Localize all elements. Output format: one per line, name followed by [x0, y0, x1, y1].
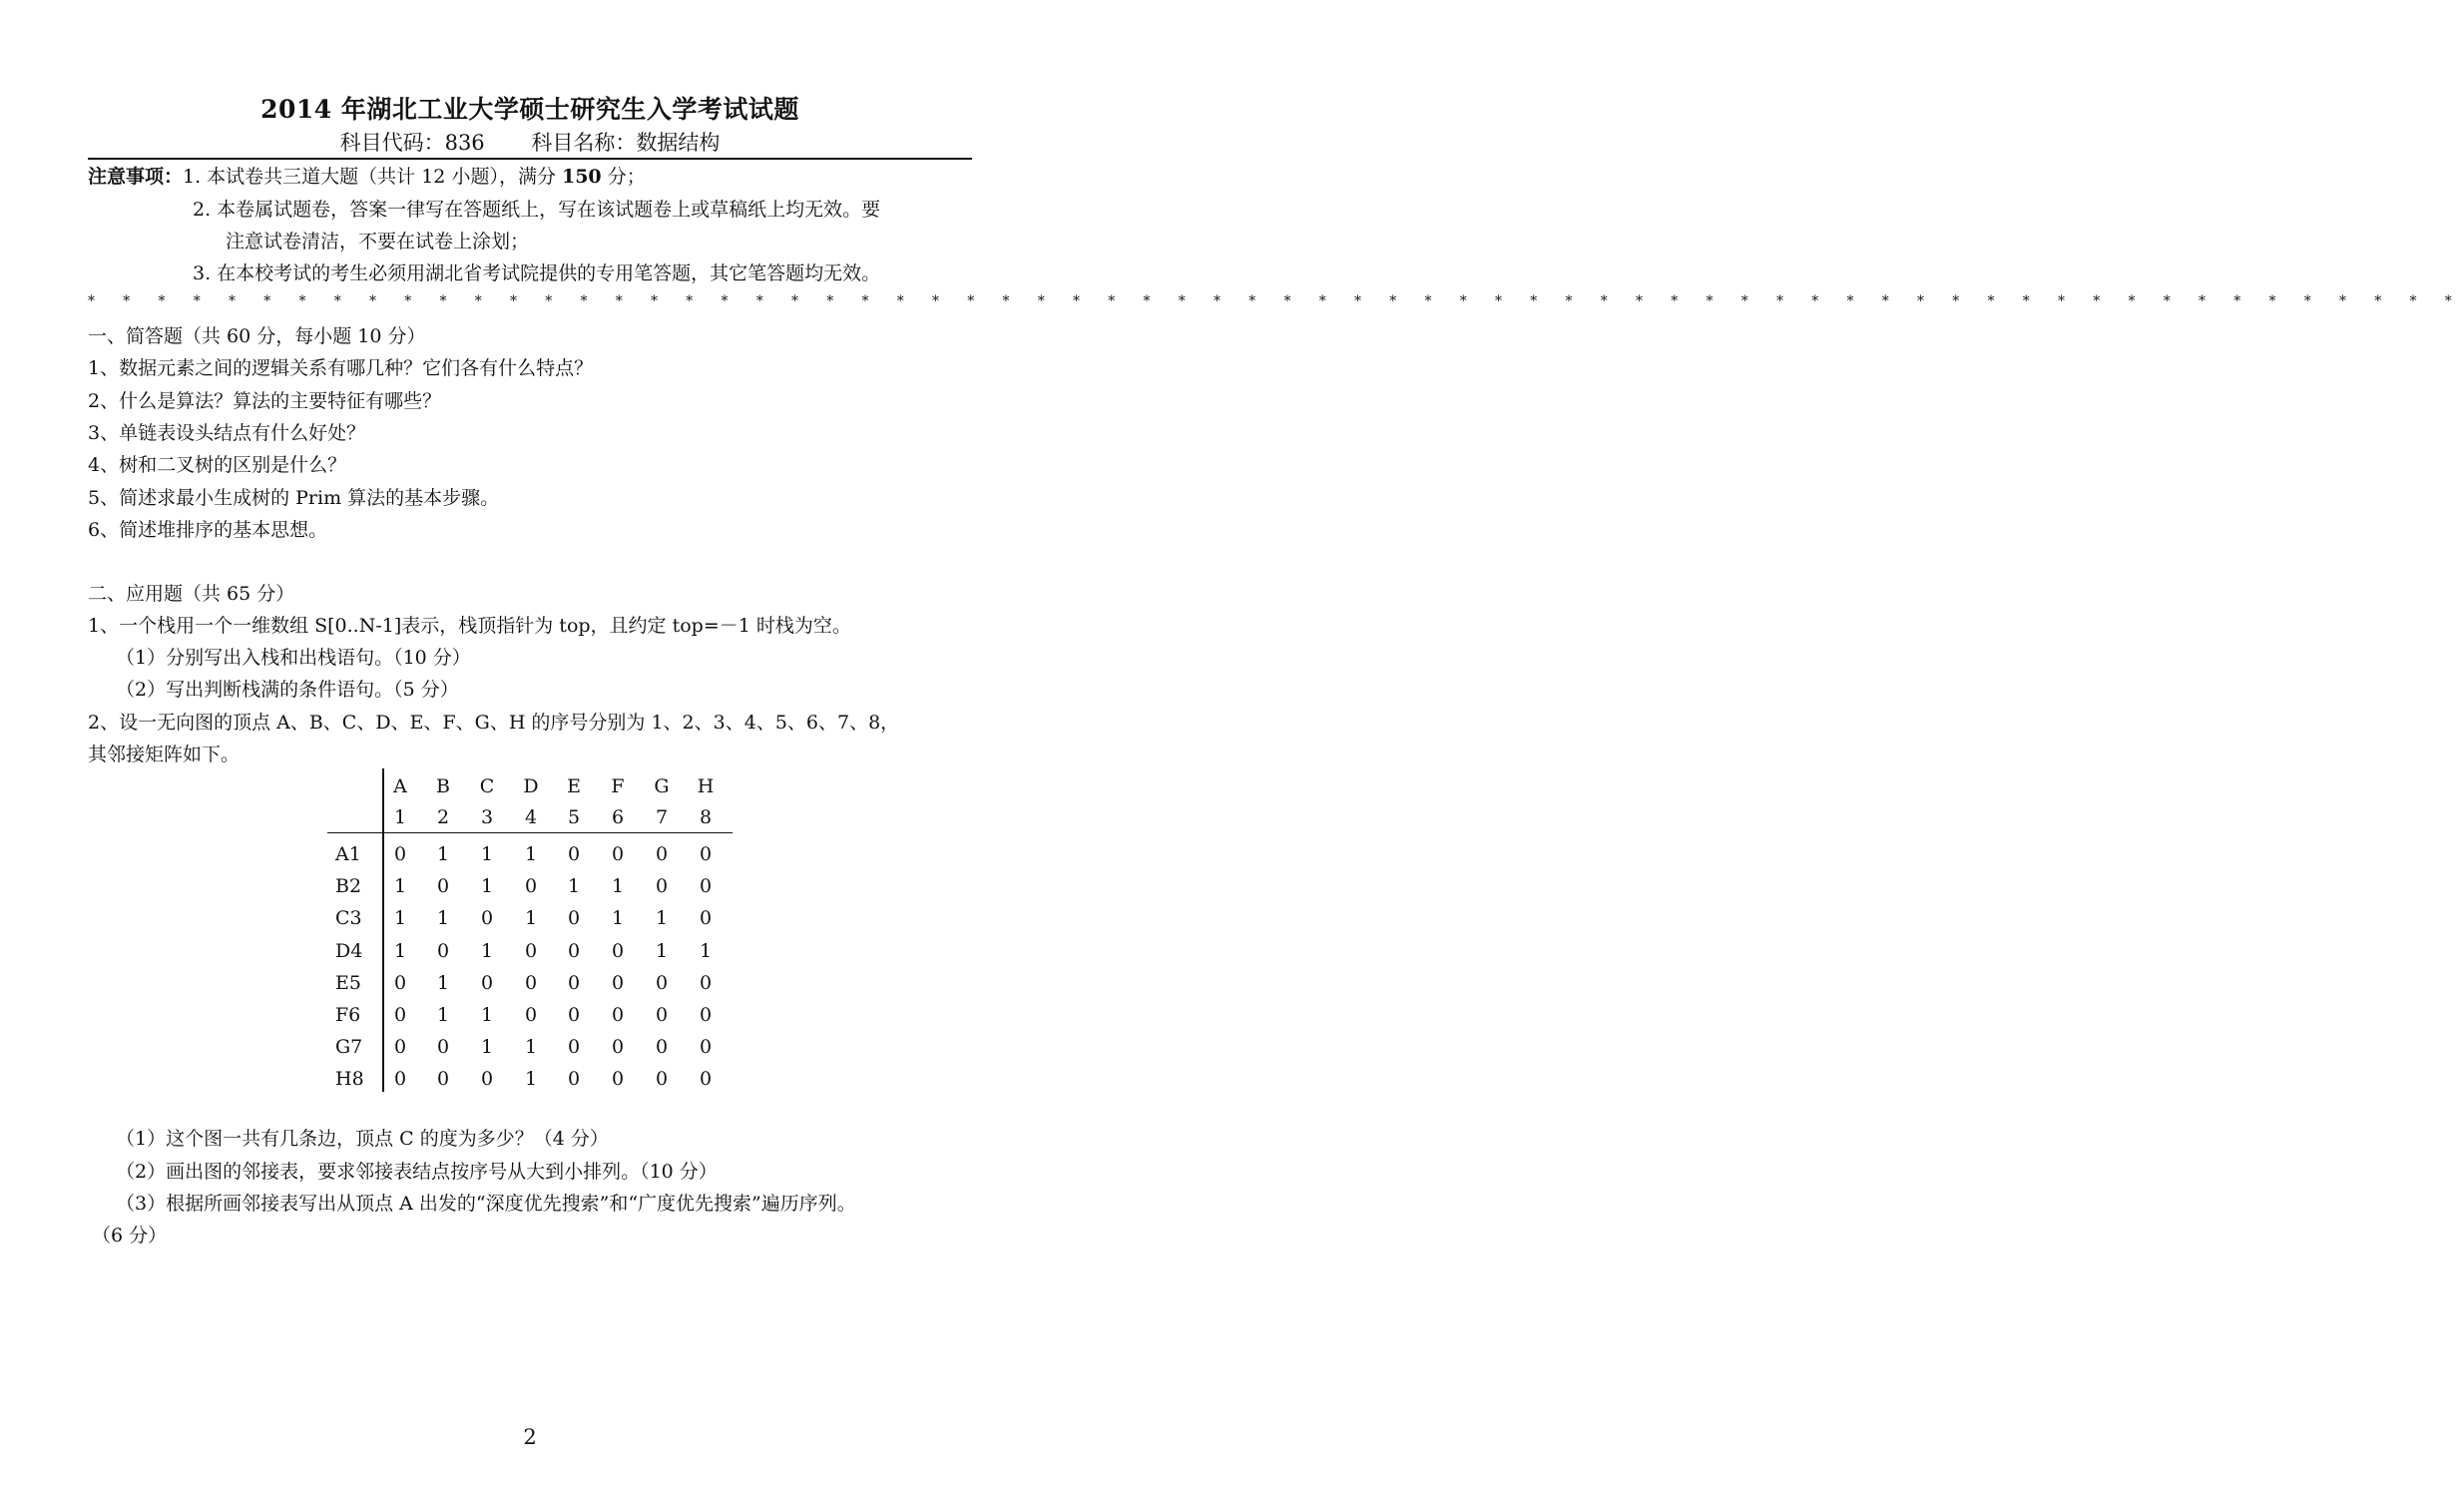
page-number: 2	[523, 1425, 537, 1449]
section1-q6: 6、简述堆排序的基本思想。	[88, 519, 328, 541]
matrix-col-number: 6	[611, 806, 625, 828]
matrix-cell: 1	[436, 843, 450, 865]
matrix-cell: 1	[524, 1068, 538, 1091]
section1-q4: 4、树和二叉树的区别是什么？	[88, 454, 347, 476]
matrix-col-letter: D	[523, 775, 539, 797]
matrix-cell: 0	[480, 971, 494, 994]
matrix-cell: 1	[524, 1036, 538, 1059]
matrix-cell: 0	[611, 971, 625, 994]
matrix-col-letter: E	[567, 775, 581, 797]
matrix-cell: 0	[655, 843, 669, 865]
matrix-vertical-rule	[382, 768, 384, 1092]
section2-q1-part2: （2）写出判断栈满的条件语句。（5 分）	[116, 679, 459, 701]
matrix-cell: 0	[699, 907, 713, 930]
matrix-col-number: 2	[436, 806, 450, 828]
notes-label: 注意事项：	[88, 166, 184, 188]
matrix-col-letter: A	[393, 775, 407, 797]
header-rule	[88, 158, 972, 160]
section1-heading: 一、简答题（共 60 分，每小题 10 分）	[88, 325, 426, 347]
section2-q2-part3-cont: （6 分）	[92, 1225, 168, 1247]
matrix-row-label: G7	[335, 1036, 363, 1059]
matrix-cell: 1	[699, 939, 713, 962]
matrix-cell: 1	[436, 907, 450, 930]
matrix-cell: 1	[436, 1004, 450, 1026]
subject-name: 科目名称：数据结构	[531, 131, 721, 155]
matrix-cell: 0	[699, 971, 713, 994]
matrix-col-number: 7	[655, 806, 669, 828]
matrix-cell: 0	[393, 1036, 407, 1059]
matrix-cell: 0	[655, 1036, 669, 1059]
matrix-cell: 0	[611, 843, 625, 865]
matrix-cell: 0	[567, 1036, 581, 1059]
matrix-row-label: F6	[335, 1004, 361, 1026]
section1-q1: 1、数据元素之间的逻辑关系有哪几种？它们各有什么特点？	[88, 357, 594, 379]
matrix-cell: 0	[655, 1004, 669, 1026]
matrix-cell: 0	[393, 843, 407, 865]
full-score: 150	[561, 166, 602, 188]
matrix-cell: 1	[480, 939, 494, 962]
matrix-cell: 0	[524, 1004, 538, 1026]
matrix-row-label: E5	[335, 971, 361, 994]
matrix-cell: 0	[436, 939, 450, 962]
matrix-cell: 0	[699, 843, 713, 865]
matrix-cell: 1	[393, 939, 407, 962]
matrix-cell: 0	[567, 1004, 581, 1026]
matrix-col-letter: H	[697, 775, 715, 797]
matrix-cell: 1	[524, 907, 538, 930]
matrix-horizontal-rule	[327, 832, 733, 833]
matrix-row-label: B2	[335, 875, 362, 898]
star-separator: * * * * * * * * * * * * * * * * * * * * * * * * * * * * * * * * * * * * * * * * * * * * * * * * * * * * * * * * * * * * * * * * * * * *	[88, 293, 2464, 309]
subject-line	[0, 127, 1060, 157]
matrix-cell: 1	[393, 907, 407, 930]
section2-q2-part3: （3）根据所画邻接表写出从顶点 A 出发的“深度优先搜索”和“广度优先搜索”遍历序列。	[116, 1193, 856, 1215]
matrix-cell: 1	[655, 939, 669, 962]
matrix-cell: 0	[393, 971, 407, 994]
matrix-cell: 1	[480, 1036, 494, 1059]
matrix-cell: 0	[393, 1068, 407, 1091]
notes-item-2: 2. 本卷属试题卷，答案一律写在答题纸上，写在该试题卷上或草稿纸上均无效。要	[193, 199, 881, 221]
matrix-row-label: A1	[335, 843, 361, 865]
matrix-cell: 0	[699, 1068, 713, 1091]
matrix-cell: 1	[480, 875, 494, 898]
matrix-col-number: 1	[393, 806, 407, 828]
section2-heading: 二、应用题（共 65 分）	[88, 583, 295, 605]
section2-q1-part1: （1）分别写出入栈和出栈语句。（10 分）	[116, 647, 471, 669]
matrix-cell: 0	[524, 939, 538, 962]
notes-item-1	[88, 164, 646, 190]
matrix-cell: 0	[567, 971, 581, 994]
matrix-cell: 0	[393, 1004, 407, 1026]
matrix-cell: 1	[655, 907, 669, 930]
matrix-col-number: 8	[699, 806, 713, 828]
adjacency-matrix	[327, 768, 735, 1093]
matrix-cell: 0	[699, 1036, 713, 1059]
section1-q5: 5、简述求最小生成树的 Prim 算法的基本步骤。	[88, 487, 500, 509]
matrix-cell: 1	[480, 1004, 494, 1026]
section2-q1: 1、一个栈用一个一维数组 S[0..N-1]表示，栈顶指针为 top，且约定 top=－1 时栈为空。	[88, 615, 851, 637]
section2-q2: 2、设一无向图的顶点 A、B、C、D、E、F、G、H 的序号分别为 1、2、3、4、5、6、7、8，	[88, 712, 900, 734]
matrix-col-number: 4	[524, 806, 538, 828]
matrix-cell: 0	[699, 875, 713, 898]
matrix-cell: 0	[611, 1068, 625, 1091]
section2-q2-part1: （1）这个图一共有几条边，顶点 C 的度为多少？（4 分）	[116, 1128, 609, 1150]
matrix-cell: 0	[655, 875, 669, 898]
matrix-cell: 0	[655, 1068, 669, 1091]
matrix-cell: 1	[567, 875, 581, 898]
matrix-cell: 0	[524, 971, 538, 994]
matrix-cell: 0	[611, 939, 625, 962]
matrix-cell: 0	[436, 1036, 450, 1059]
matrix-row-label: D4	[335, 939, 363, 962]
matrix-col-number: 5	[567, 806, 581, 828]
matrix-cell: 1	[436, 971, 450, 994]
matrix-cell: 1	[611, 875, 625, 898]
notes-item-1-text: 1. 本试卷共三道大题（共计 12 小题），满分	[183, 166, 562, 188]
exam-title: 2014 年湖北工业大学硕士研究生入学考试试题	[260, 95, 799, 124]
matrix-cell: 0	[611, 1004, 625, 1026]
matrix-row-label: C3	[335, 907, 362, 930]
matrix-cell: 0	[655, 971, 669, 994]
matrix-col-letter: B	[436, 775, 450, 797]
matrix-cell: 0	[567, 907, 581, 930]
notes-item-2-cont: 注意试卷清洁，不要在试卷上涂划；	[226, 231, 530, 252]
matrix-row-label: H8	[335, 1068, 364, 1091]
matrix-col-letter: F	[611, 775, 625, 797]
matrix-col-letter: G	[654, 775, 670, 797]
matrix-cell: 0	[567, 843, 581, 865]
matrix-cell: 0	[567, 939, 581, 962]
matrix-cell: 0	[567, 1068, 581, 1091]
matrix-col-number: 3	[480, 806, 494, 828]
matrix-cell: 0	[699, 1004, 713, 1026]
notes-item-1-suffix: 分；	[601, 166, 646, 188]
matrix-cell: 0	[524, 875, 538, 898]
matrix-cell: 1	[393, 875, 407, 898]
matrix-col-letter: C	[479, 775, 495, 797]
matrix-cell: 1	[524, 843, 538, 865]
section2-q2-part2: （2）画出图的邻接表，要求邻接表结点按序号从大到小排列。（10 分）	[116, 1161, 718, 1183]
notes-item-3: 3. 在本校考试的考生必须用湖北省考试院提供的专用笔答题，其它笔答题均无效。	[193, 262, 881, 284]
section2-q2-cont: 其邻接矩阵如下。	[88, 744, 241, 765]
matrix-cell: 0	[480, 1068, 494, 1091]
matrix-cell: 1	[480, 843, 494, 865]
matrix-cell: 0	[611, 1036, 625, 1059]
matrix-cell: 0	[436, 1068, 450, 1091]
section1-q3: 3、单链表设头结点有什么好处？	[88, 422, 366, 444]
section1-q2: 2、什么是算法？算法的主要特征有哪些？	[88, 390, 442, 412]
matrix-cell: 0	[480, 907, 494, 930]
matrix-cell: 0	[436, 875, 450, 898]
subject-code: 科目代码：836	[339, 131, 485, 155]
matrix-cell: 1	[611, 907, 625, 930]
